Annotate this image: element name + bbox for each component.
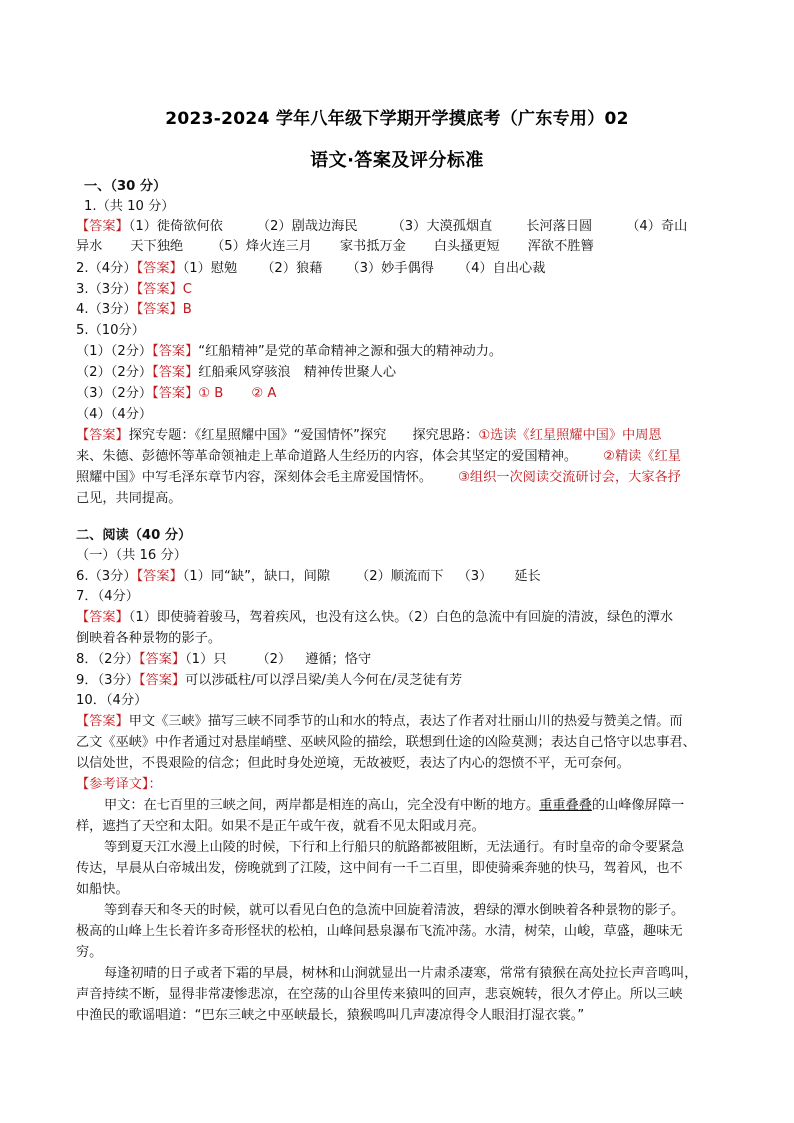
q5-part2-text: 红船乘风穿骇浪 精神传世聚人心 bbox=[198, 365, 397, 380]
q1-item: （2）剧哉边海民 bbox=[256, 219, 358, 234]
q8-item: （2） bbox=[256, 652, 292, 667]
answer-tag: 【答案】 bbox=[136, 569, 183, 584]
q2-item: （2）狼藉 bbox=[261, 261, 323, 276]
q5-part3 bbox=[76, 384, 276, 404]
q1-item: （3）大漠孤烟直 bbox=[391, 219, 493, 234]
q8-item: 遵循；恪守 bbox=[305, 652, 372, 667]
translation-p1-line2: 样，遮挡了天空和太阳。如果不是正午或午夜，就看不见太阳或月亮。 bbox=[76, 819, 485, 834]
reference-translation-heading: 【参考译文】： bbox=[76, 777, 162, 792]
answer-tag: 【答案】 bbox=[152, 365, 199, 380]
q10-label: 10．（4分） bbox=[76, 693, 148, 708]
translation-p2-line1: 等到夏天江水漫上山陵的时候，下行和上行船只的航路都被阻断，无法通行。有时皇帝的命令要紧急 bbox=[104, 840, 685, 855]
q1-answer-line2 bbox=[76, 237, 594, 257]
translation-p4-line2: 声音持续不断，显得非常凄惨悲凉，在空荡的山谷里传来猿叫的回声，悲哀婉转，很久才停止。所以三峡 bbox=[76, 987, 683, 1002]
q5-part3-a: ① B bbox=[198, 386, 224, 401]
q2-item: （4）自出心裁 bbox=[457, 261, 546, 276]
q4-answer: B bbox=[182, 302, 192, 317]
translation-text: 的山峰像屏障一 bbox=[591, 798, 685, 813]
q1-item: （4）奇山 bbox=[626, 219, 688, 234]
q7-answer-text: （1）即使骑着骏马，驾着疾风，也没有这么快。（2）白色的急流中有回旋的清波，绿色的潭水 bbox=[128, 610, 674, 625]
q4-line bbox=[76, 300, 192, 320]
q1-item: 白头搔更短 bbox=[433, 239, 500, 254]
q2-item: （3）妙手偶得 bbox=[346, 261, 434, 276]
q5-answer-text: ③组织一次阅读交流研讨会，大家各抒 bbox=[458, 470, 681, 485]
q10-answer-line1 bbox=[76, 712, 683, 732]
q1-item: 天下独绝 bbox=[130, 239, 184, 254]
q5-part4-label: （4）（4分） bbox=[76, 407, 153, 422]
q6-item: （3） bbox=[457, 569, 493, 584]
q5-part1-text: “红船精神”是党的革命精神之源和强大的精神动力。 bbox=[198, 344, 503, 359]
answer-tag: 【答案】 bbox=[136, 261, 183, 276]
q4-label: 4.（3分） bbox=[76, 302, 137, 317]
q1-item: （5）烽火连三月 bbox=[211, 239, 312, 254]
q1-item: 浑欲不胜簪 bbox=[527, 239, 594, 254]
document-subtitle: 语文·答案及评分标准 bbox=[310, 150, 484, 171]
document-title: 2023-2024 学年八年级下学期开学摸底考（广东专用）02 bbox=[165, 109, 629, 129]
q7-label: 7．（4分） bbox=[76, 589, 139, 604]
q9-answer: 可以涉砥柱/可以浮吕梁/美人今何在/灵芝徒有芳 bbox=[185, 673, 463, 688]
q1-item: （1）徙倚欲何依 bbox=[128, 219, 223, 234]
q10-answer-line2: 乙文《巫峡》中作者通过对悬崖峭壁、巫峡风险的描绘，联想到仕途的凶险莫测；表达自己恪守以忠事君、 bbox=[76, 735, 696, 750]
q5-answer-line2 bbox=[76, 447, 681, 467]
q6-label: 6.（3分） bbox=[76, 569, 137, 584]
answer-tag: 【答案】 bbox=[76, 714, 129, 729]
q5-answer-text: ①选读《红星照耀中国》中周恩 bbox=[478, 428, 662, 443]
section2-heading: 二、阅读（40 分） bbox=[76, 528, 192, 543]
q1-item: 异水 bbox=[76, 239, 103, 254]
q9-line bbox=[76, 671, 462, 691]
q5-answer-line1 bbox=[76, 426, 662, 446]
q5-part1 bbox=[76, 342, 502, 362]
q5-answer-line4: 己见，共同提高。 bbox=[76, 491, 182, 506]
q8-line bbox=[76, 650, 371, 670]
q2-line bbox=[76, 259, 545, 279]
q3-line bbox=[76, 280, 192, 300]
q5-answer-text: 探究专题：《红星照耀中国》“爱国情怀”探究 bbox=[128, 428, 387, 443]
answer-tag: 【答案】 bbox=[136, 282, 183, 297]
answer-tag: 【答案】 bbox=[76, 219, 129, 234]
translation-p2-line3: 如船快。 bbox=[76, 882, 129, 897]
translation-text-underlined: 重重叠叠 bbox=[539, 798, 592, 813]
translation-p3-line2: 极高的山峰上生长着许多奇形怪状的松柏，山峰间悬泉瀑布飞流冲荡。水清，树荣，山峻，草盛，趣味无 bbox=[76, 924, 683, 939]
q6-item: （1）同“缺”，缺口，间隙 bbox=[182, 569, 331, 584]
q2-label: 2.（4分） bbox=[76, 261, 137, 276]
q9-label: 9．（3分） bbox=[76, 673, 139, 688]
q5-part2 bbox=[76, 363, 396, 383]
q5-part3-b: ② A bbox=[251, 386, 277, 401]
q5-answer-text: 探究思路： bbox=[412, 428, 479, 443]
q5-answer-text: ②精读《红星 bbox=[603, 449, 681, 464]
answer-tag: 【答案】 bbox=[136, 302, 183, 317]
q1-item: 家书抵万金 bbox=[339, 239, 406, 254]
q3-label: 3.（3分） bbox=[76, 282, 137, 297]
q8-label: 8．（2分） bbox=[76, 652, 139, 667]
translation-p3-line1: 等到春天和冬天的时候，就可以看见白色的急流中回旋着清波，碧绿的潭水倒映着各种景物的影子。 bbox=[104, 903, 685, 918]
q1-answer-line1 bbox=[76, 217, 687, 237]
answer-tag: 【答案】 bbox=[138, 673, 186, 688]
q7-answer-line2: 倒映着各种景物的影子。 bbox=[76, 631, 222, 646]
q5-answer-text: 照耀中国》中写毛泽东章节内容，深刻体会毛主席爱国情怀。 bbox=[76, 470, 433, 485]
answer-tag: 【答案】 bbox=[76, 428, 129, 443]
translation-p2-line2: 传达，早晨从白帝城出发，傍晚就到了江陵，这中间有一千二百里，即使骑乘奔驰的快马，驾着风，也不 bbox=[76, 861, 683, 876]
translation-p3-line3: 穷。 bbox=[76, 945, 103, 960]
q5-label: 5.（10分） bbox=[76, 323, 145, 338]
q6-item: （2）顺流而下 bbox=[356, 569, 444, 584]
q1-label: 1.（共 10 分） bbox=[84, 199, 175, 214]
q8-item: （1）只 bbox=[185, 652, 227, 667]
answer-tag: 【答案】 bbox=[152, 344, 199, 359]
q5-answer-line3 bbox=[76, 468, 681, 488]
q3-answer: C bbox=[182, 282, 192, 297]
translation-p1-line1 bbox=[104, 796, 684, 816]
q6-item: 延长 bbox=[514, 569, 541, 584]
translation-p4-line1: 每逢初晴的日子或者下霜的早晨，树林和山涧就显出一片肃杀凄寒，常常有猿猴在高处拉长声音鸣叫， bbox=[104, 966, 698, 981]
q5-answer-text: 来、朱德、彭德怀等革命领袖走上革命道路人生经历的内容，体会其坚定的爱国精神。 bbox=[76, 449, 578, 464]
section1-heading: 一、（30 分） bbox=[84, 179, 167, 194]
translation-p4-line3: 中渔民的歌谣唱道：“巴东三峡之中巫峡最长，猿猴鸣叫几声凄凉得令人眼泪打湿衣裳。” bbox=[76, 1008, 585, 1023]
q5-part-label: （3）（2分） bbox=[76, 386, 153, 401]
q5-part-label: （1）（2分） bbox=[76, 344, 153, 359]
q5-part-label: （2）（2分） bbox=[76, 365, 153, 380]
q1-item: 长河落日圆 bbox=[526, 219, 593, 234]
section2-sub1: （一）（共 16 分） bbox=[76, 548, 187, 563]
answer-tag: 【答案】 bbox=[152, 386, 199, 401]
q10-answer-line3: 以信处世，不畏艰险的信念；但此时身处逆境，无故被贬，表达了内心的怨愤不平，无可奈何。 bbox=[76, 756, 630, 771]
answer-tag: 【答案】 bbox=[138, 652, 186, 667]
translation-text: 甲文：在七百里的三峡之间，两岸都是相连的高山，完全没有中断的地方。 bbox=[104, 798, 540, 813]
q2-item: （1）慰勉 bbox=[182, 261, 238, 276]
q7-answer-line1 bbox=[76, 608, 673, 628]
q10-answer-text: 甲文《三峡》描写三峡不同季节的山和水的特点，表达了作者对壮丽山川的热爱与赞美之情。而 bbox=[128, 714, 683, 729]
q6-line bbox=[76, 567, 541, 587]
answer-tag: 【答案】 bbox=[76, 610, 129, 625]
